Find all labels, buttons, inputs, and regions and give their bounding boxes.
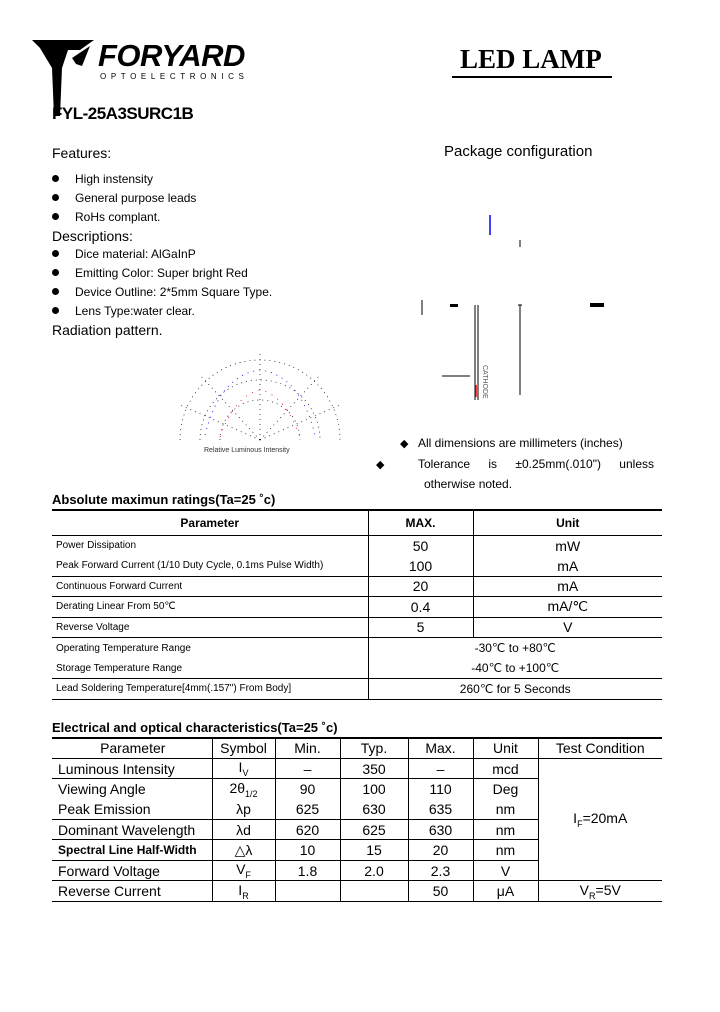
- text: Peak Forward Current (1/10 Duty Cycle, 0.1ms Pulse Width): [52, 556, 368, 577]
- text: nm: [473, 820, 538, 840]
- text: Typ.: [340, 738, 408, 758]
- text: 2.0: [340, 860, 408, 880]
- title-underline: [452, 76, 612, 78]
- list-item: [52, 210, 160, 224]
- text: [275, 881, 340, 901]
- text: 630: [340, 799, 408, 819]
- note-dimensions: [400, 436, 654, 450]
- text: I: [238, 759, 243, 776]
- text: 350: [340, 758, 408, 778]
- text: [340, 881, 408, 901]
- text: 1/2: [245, 788, 258, 799]
- table-row: [52, 535, 662, 556]
- text: General purpose leads: [75, 191, 197, 205]
- text: 10: [275, 840, 340, 860]
- bullet-icon: [52, 194, 59, 201]
- text: Operating Temperature Range: [52, 638, 368, 659]
- text: mA: [473, 576, 662, 597]
- radiation-pattern-diagram: [160, 345, 360, 445]
- brand-name: FORYARD: [98, 38, 245, 73]
- table-row: [52, 638, 662, 659]
- text: λd: [236, 821, 251, 838]
- text: 50: [408, 881, 473, 901]
- table-cell: [538, 881, 662, 901]
- table-row: [52, 758, 662, 778]
- text: Peak Emission: [52, 799, 212, 819]
- text: 2θ: [229, 779, 246, 796]
- table-header-row: [52, 738, 662, 758]
- absolute-max-ratings-table: [52, 509, 662, 700]
- text: 1.8: [275, 860, 340, 880]
- text: 110: [408, 779, 473, 799]
- abs-max-title: Absolute maximun ratings(Ta=25 ˚c): [52, 492, 276, 507]
- text: Viewing Angle: [52, 779, 212, 799]
- list-item: [52, 172, 153, 186]
- text: =20mA: [582, 810, 628, 827]
- text: -40℃ to +100℃: [368, 658, 662, 679]
- text: 620: [275, 820, 340, 840]
- text: 625: [275, 799, 340, 819]
- text: CATHODE: [481, 365, 488, 399]
- text: 90: [275, 779, 340, 799]
- text: –: [275, 758, 340, 778]
- text: Min.: [275, 738, 340, 758]
- text: Continuous Forward Current: [52, 576, 368, 597]
- text: Unit: [473, 510, 662, 535]
- text: I: [238, 881, 243, 898]
- text: 630: [408, 820, 473, 840]
- table-row: [52, 658, 662, 679]
- radiation-heading: Radiation pattern.: [52, 322, 163, 338]
- text: 2.3: [408, 860, 473, 880]
- table-cell: [212, 779, 275, 799]
- table-row: [52, 881, 662, 901]
- text: -30℃ to +80℃: [368, 638, 662, 659]
- list-item: [52, 285, 272, 299]
- text: mA/℃: [473, 597, 662, 618]
- text: 50: [368, 535, 473, 556]
- text: nm: [473, 799, 538, 819]
- text: 20: [408, 840, 473, 860]
- text: MAX.: [368, 510, 473, 535]
- features-heading: Features:: [52, 145, 112, 161]
- text: 0.4: [368, 597, 473, 618]
- table-row: [52, 617, 662, 638]
- text: 15: [340, 840, 408, 860]
- brand-subtitle: OPTOELECTRONICS: [100, 72, 249, 81]
- table-cell: [212, 758, 275, 778]
- text: Emitting Color: Super bright Red: [75, 266, 248, 280]
- diamond-bullet-icon: ◆: [400, 438, 409, 450]
- text: Device Outline: 2*5mm Square Type.: [75, 285, 273, 299]
- table-header-row: [52, 510, 662, 535]
- text: μA: [473, 881, 538, 901]
- text: Test Condition: [538, 738, 662, 758]
- table-cell: [212, 799, 275, 819]
- text: mcd: [473, 758, 538, 778]
- text: Storage Temperature Range: [52, 658, 368, 679]
- text: mW: [473, 535, 662, 556]
- text: All dimensions are millimeters (inches): [418, 436, 623, 450]
- text: R: [242, 890, 249, 901]
- list-item: [52, 304, 195, 318]
- bullet-icon: [52, 269, 59, 276]
- table-row: [52, 597, 662, 618]
- text: nm: [473, 840, 538, 860]
- text: Parameter: [52, 510, 368, 535]
- text: mA: [473, 556, 662, 577]
- text: I: [573, 810, 578, 827]
- descriptions-heading: Descriptions:: [52, 228, 133, 244]
- text: V: [579, 881, 590, 898]
- text: Deg: [473, 779, 538, 799]
- text: =5V: [595, 881, 621, 898]
- part-number: FYL-25A3SURC1B: [52, 104, 194, 123]
- bullet-icon: [52, 288, 59, 295]
- table-row: [52, 679, 662, 700]
- text: –: [408, 758, 473, 778]
- text: 100: [368, 556, 473, 577]
- text: 100: [340, 779, 408, 799]
- text: 625: [340, 820, 408, 840]
- package-heading: Package configuration: [444, 143, 593, 160]
- text: V: [242, 767, 249, 778]
- test-condition-cell: [538, 758, 662, 880]
- text: Dice material: AlGaInP: [75, 247, 196, 261]
- text: High instensity: [75, 172, 154, 186]
- text: 260℃ for 5 Seconds: [368, 679, 662, 700]
- eo-title: Electrical and optical characteristics(Ta=25 ˚c): [52, 720, 338, 735]
- text: λp: [236, 801, 251, 818]
- text: Power Dissipation: [52, 535, 368, 556]
- text: Reverse Current: [52, 881, 212, 901]
- text: Tolerance is ±0.25mm(.010") unless otherwise noted.: [418, 457, 654, 491]
- list-item: [52, 191, 196, 205]
- text: Max.: [408, 738, 473, 758]
- text: R: [589, 890, 596, 901]
- table-cell: [212, 881, 275, 901]
- text: RoHs complant.: [75, 210, 161, 224]
- text: 5: [368, 617, 473, 638]
- diamond-bullet-icon: ◆: [376, 459, 385, 471]
- bullet-icon: [52, 307, 59, 314]
- electrical-optical-table: [52, 737, 662, 902]
- table-cell: [212, 860, 275, 880]
- text: V: [473, 860, 538, 880]
- text: 635: [408, 799, 473, 819]
- text: Lens Type:water clear.: [75, 304, 195, 318]
- text: Luminous Intensity: [52, 758, 212, 778]
- text: V: [236, 861, 246, 878]
- package-drawing: [400, 175, 620, 415]
- text: Forward Voltage: [52, 860, 212, 880]
- table-row: [52, 576, 662, 597]
- bullet-icon: [52, 250, 59, 257]
- text: F: [577, 818, 583, 829]
- text: F: [245, 869, 251, 880]
- text: Spectral Line Half-Width: [52, 840, 212, 860]
- text: V: [473, 617, 662, 638]
- note-tolerance: [376, 455, 654, 494]
- text: Lead Soldering Temperature[4mm(.157") From Body]: [52, 679, 368, 700]
- list-item: [52, 247, 196, 261]
- text: Dominant Wavelength: [52, 820, 212, 840]
- text: Symbol: [212, 738, 275, 758]
- bullet-icon: [52, 213, 59, 220]
- table-row: [52, 556, 662, 577]
- list-item: [52, 266, 248, 280]
- text: Reverse Voltage: [52, 617, 368, 638]
- table-cell: [212, 840, 275, 860]
- radiation-caption: Relative Luminous Intensity: [204, 447, 290, 454]
- text: Derating Linear From 50℃: [52, 597, 368, 618]
- text: Parameter: [52, 738, 212, 758]
- doc-title: LED LAMP: [460, 44, 602, 74]
- text: △λ: [234, 841, 253, 858]
- bullet-icon: [52, 175, 59, 182]
- text: Unit: [473, 738, 538, 758]
- text: 20: [368, 576, 473, 597]
- table-cell: [212, 820, 275, 840]
